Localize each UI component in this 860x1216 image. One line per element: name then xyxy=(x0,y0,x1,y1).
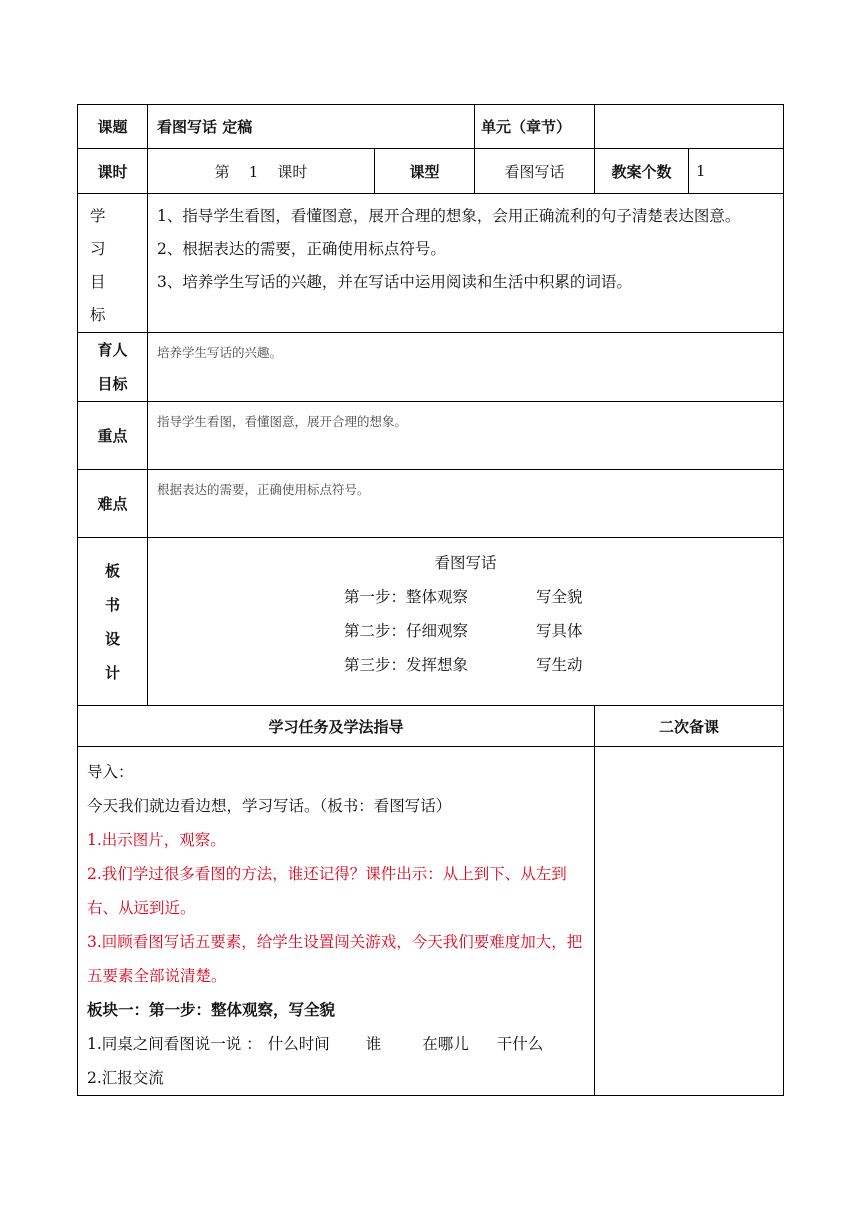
objective-item: 2、根据表达的需要，正确使用标点符号。 xyxy=(157,240,446,258)
topic-row xyxy=(78,105,784,149)
board-label-char: 计 xyxy=(104,663,120,682)
red-item: 3.回顾看图写话五要素，给学生设置闯关游戏，今天我们要难度加大，把五要素全部说清楚。 xyxy=(87,933,583,985)
board-content xyxy=(148,538,784,706)
board-title: 看图写话 xyxy=(434,554,497,572)
difficulty-text: 根据表达的需要，正确使用标点符号。 xyxy=(148,470,784,538)
difficulty-label: 难点 xyxy=(78,470,148,538)
objective-item: 1、指导学生看图，看懂图意，展开合理的想象，会用正确流利的句子清楚表达图意。 xyxy=(157,207,741,225)
objectives-content xyxy=(148,194,784,333)
board-step xyxy=(148,614,783,648)
question-1-item: 干什么 xyxy=(496,1035,544,1053)
unit-label: 单元（章节） xyxy=(475,105,595,149)
board-step-method: 第一步：整体观察 xyxy=(344,588,469,606)
board-label xyxy=(78,538,148,706)
process-header-right: 二次备课 xyxy=(595,706,784,747)
intro-label: 导入： xyxy=(87,763,134,781)
process-header-row xyxy=(78,706,784,747)
topic-label: 课题 xyxy=(78,105,148,149)
key-point-text: 指导学生看图，看懂图意，展开合理的想象。 xyxy=(148,402,784,470)
question-1-item: 谁 xyxy=(365,1035,382,1053)
period-value: 第 1 课时 xyxy=(148,149,375,194)
board-step-goal: 写生动 xyxy=(536,656,583,674)
type-value: 看图写话 xyxy=(475,149,595,194)
objectives-label-char: 标 xyxy=(90,306,106,324)
board-step-goal: 写全貌 xyxy=(536,588,583,606)
objectives-label-char: 目 xyxy=(90,273,106,291)
question-1 xyxy=(87,1027,586,1061)
lesson-plan-table xyxy=(77,104,784,1096)
education-label xyxy=(78,333,148,402)
education-row xyxy=(78,333,784,402)
count-value: 1 xyxy=(689,149,784,194)
type-label: 课型 xyxy=(375,149,475,194)
key-point-row xyxy=(78,402,784,470)
education-text: 培养学生写话的兴趣。 xyxy=(148,333,784,402)
board-step xyxy=(148,648,783,682)
block1-title: 板块一：第一步：整体观察，写全貌 xyxy=(87,1001,336,1019)
question-1-item: 在哪儿 xyxy=(422,1035,469,1053)
objective-item: 3、培养学生写话的兴趣，并在写话中运用阅读和生活中积累的词语。 xyxy=(157,273,632,291)
question-2: 2.汇报交流 xyxy=(87,1069,164,1087)
board-step-goal: 写具体 xyxy=(536,622,583,640)
board-step-method: 第二步：仔细观察 xyxy=(344,622,469,640)
board-label-char: 板 xyxy=(104,561,120,580)
question-1-prefix: 1.同桌之间看图说一说 ： xyxy=(87,1035,262,1053)
process-content-row xyxy=(78,747,784,1096)
question-1-item: 什么时间 xyxy=(267,1035,330,1053)
education-label-line: 育人 xyxy=(97,341,128,359)
count-label: 教案个数 xyxy=(595,149,689,194)
board-step xyxy=(148,580,783,614)
topic-value: 看图写话 定稿 xyxy=(148,105,475,149)
red-item: 1.出示图片，观察。 xyxy=(87,831,226,849)
process-header-left: 学习任务及学法指导 xyxy=(78,706,595,747)
second-prep-content xyxy=(595,747,784,1096)
process-content xyxy=(78,747,595,1096)
education-label-line: 目标 xyxy=(97,375,128,393)
board-label-char: 书 xyxy=(104,595,120,614)
board-label-char: 设 xyxy=(104,629,120,648)
red-item: 2.我们学过很多看图的方法，谁还记得？课件出示：从上到下、从左到右、从远到近。 xyxy=(87,865,567,917)
period-row xyxy=(78,149,784,194)
objectives-label-char: 习 xyxy=(90,240,106,258)
period-label: 课时 xyxy=(78,149,148,194)
objectives-label-char: 学 xyxy=(90,207,106,225)
difficulty-row xyxy=(78,470,784,538)
intro-text: 今天我们就边看边想，学习写话。（板书：看图写话） xyxy=(87,797,452,815)
unit-value xyxy=(595,105,784,149)
key-point-label: 重点 xyxy=(78,402,148,470)
board-row xyxy=(78,538,784,706)
objectives-label xyxy=(78,194,148,333)
objectives-row xyxy=(78,194,784,333)
board-step-method: 第三步：发挥想象 xyxy=(344,656,469,674)
